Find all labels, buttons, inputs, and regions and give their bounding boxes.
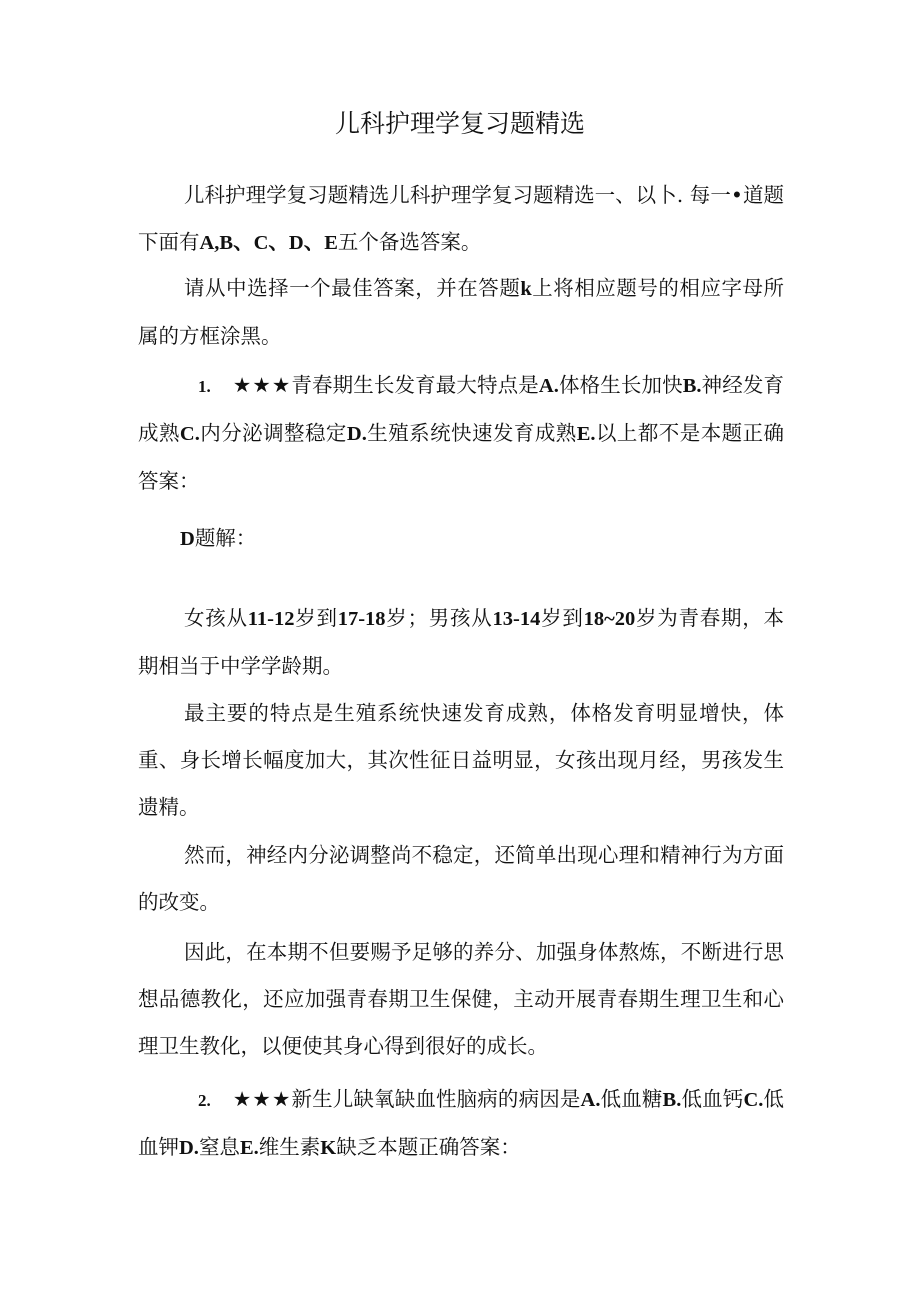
option-text: 神经发育成熟 bbox=[138, 373, 785, 445]
intro-text: 儿科护理学复习题精选儿科护理学复习题精选一、以卜. 每一•道题下面有 bbox=[138, 183, 784, 254]
instruction-text-before: 请从中选择一个最佳答案，并在答题 bbox=[184, 276, 521, 300]
vitamin-tail: 缺乏 bbox=[336, 1135, 378, 1159]
question-stem: 青春期生长发育最大特点是 bbox=[291, 373, 539, 397]
question-1 bbox=[138, 362, 784, 505]
age-range: 18~20 bbox=[583, 608, 636, 630]
option-letter: C. bbox=[743, 1089, 764, 1111]
answer-line bbox=[138, 515, 784, 563]
question-2 bbox=[138, 1076, 784, 1172]
option-letter: A. bbox=[538, 375, 559, 397]
question-stem: 新生儿缺氧缺血性脑病的病因是 bbox=[291, 1087, 581, 1111]
star-rating: ★★★ bbox=[232, 1087, 292, 1111]
explanation-paragraph-4: 因此，在本期不但要赐予足够的养分、加强身体熬炼，不断进行思想品德教化，还应加强青春期卫生保健，主动开展青春期生理卫生和心理卫生教化，以便使其身心得到很好的成长。 bbox=[138, 940, 784, 1058]
vitamin-letter: K bbox=[320, 1137, 337, 1159]
option-letter: A. bbox=[580, 1089, 601, 1111]
option-letter: D. bbox=[179, 1137, 199, 1159]
intro-tail: 五个备选答案。 bbox=[337, 230, 482, 254]
age-range: 11-12 bbox=[247, 608, 295, 630]
option-text: 低血钾 bbox=[138, 1087, 785, 1159]
explanation-paragraph-3: 然而，神经内分泌调整尚不稳定，还简单出现心理和精神行为方面的改变。 bbox=[138, 843, 784, 914]
option-text: 维生素 bbox=[258, 1135, 321, 1159]
explanation-text: 岁；男孩从 bbox=[385, 606, 493, 630]
option-text: 窒息 bbox=[198, 1135, 240, 1159]
option-text: 低血钙 bbox=[681, 1087, 744, 1111]
option-letter: D. bbox=[346, 423, 367, 445]
option-letter: B. bbox=[662, 1089, 682, 1111]
explanation-text: 女孩从 bbox=[184, 606, 248, 630]
option-text: 以上都不是 bbox=[595, 421, 701, 445]
explanation-text: 岁到 bbox=[294, 606, 338, 630]
explanation-text: 岁到 bbox=[540, 606, 584, 630]
explanation-label: 题解： bbox=[194, 526, 257, 550]
star-rating: ★★★ bbox=[232, 373, 292, 397]
age-range: 13-14 bbox=[492, 608, 541, 630]
option-text: 体格生长加快 bbox=[558, 373, 683, 397]
instruction-paragraph bbox=[138, 265, 784, 360]
intro-paragraph bbox=[138, 172, 784, 267]
answer-prompt: 本题正确答案： bbox=[377, 1135, 521, 1159]
options-label: A,B、C、D、E bbox=[199, 232, 338, 254]
document-title: 儿科护理学复习题精选 bbox=[334, 109, 585, 138]
instruction-k-letter: k bbox=[520, 278, 532, 300]
explanation-paragraph-1 bbox=[138, 595, 784, 690]
option-letter: B. bbox=[682, 375, 702, 397]
option-text: 生殖系统快速发育成熟 bbox=[366, 421, 577, 445]
age-range: 17-18 bbox=[337, 608, 386, 630]
explanation-paragraph-2: 最主要的特点是生殖系统快速发育成熟，体格发育明显增快，体重、身长增长幅度加大，其次性征日益明显，女孩出现月经，男孩发生遗精。 bbox=[138, 701, 784, 819]
explanation-text: 岁为青春期，本期相当于中学学龄期。 bbox=[138, 606, 785, 678]
question-number: 2. bbox=[198, 1091, 211, 1110]
answer-letter: D bbox=[180, 528, 195, 550]
option-text: 低血糖 bbox=[600, 1087, 663, 1111]
instruction-text-after: 上将相应题号的相应字母所属的方框涂黑。 bbox=[138, 276, 785, 348]
answer-prompt: 本题正确答案： bbox=[138, 421, 785, 493]
option-text: 内分泌调整稳定 bbox=[199, 421, 347, 445]
option-letter: E. bbox=[239, 1137, 259, 1159]
question-number: 1. bbox=[198, 377, 211, 396]
option-letter: C. bbox=[179, 423, 200, 445]
option-letter: E. bbox=[576, 423, 596, 445]
